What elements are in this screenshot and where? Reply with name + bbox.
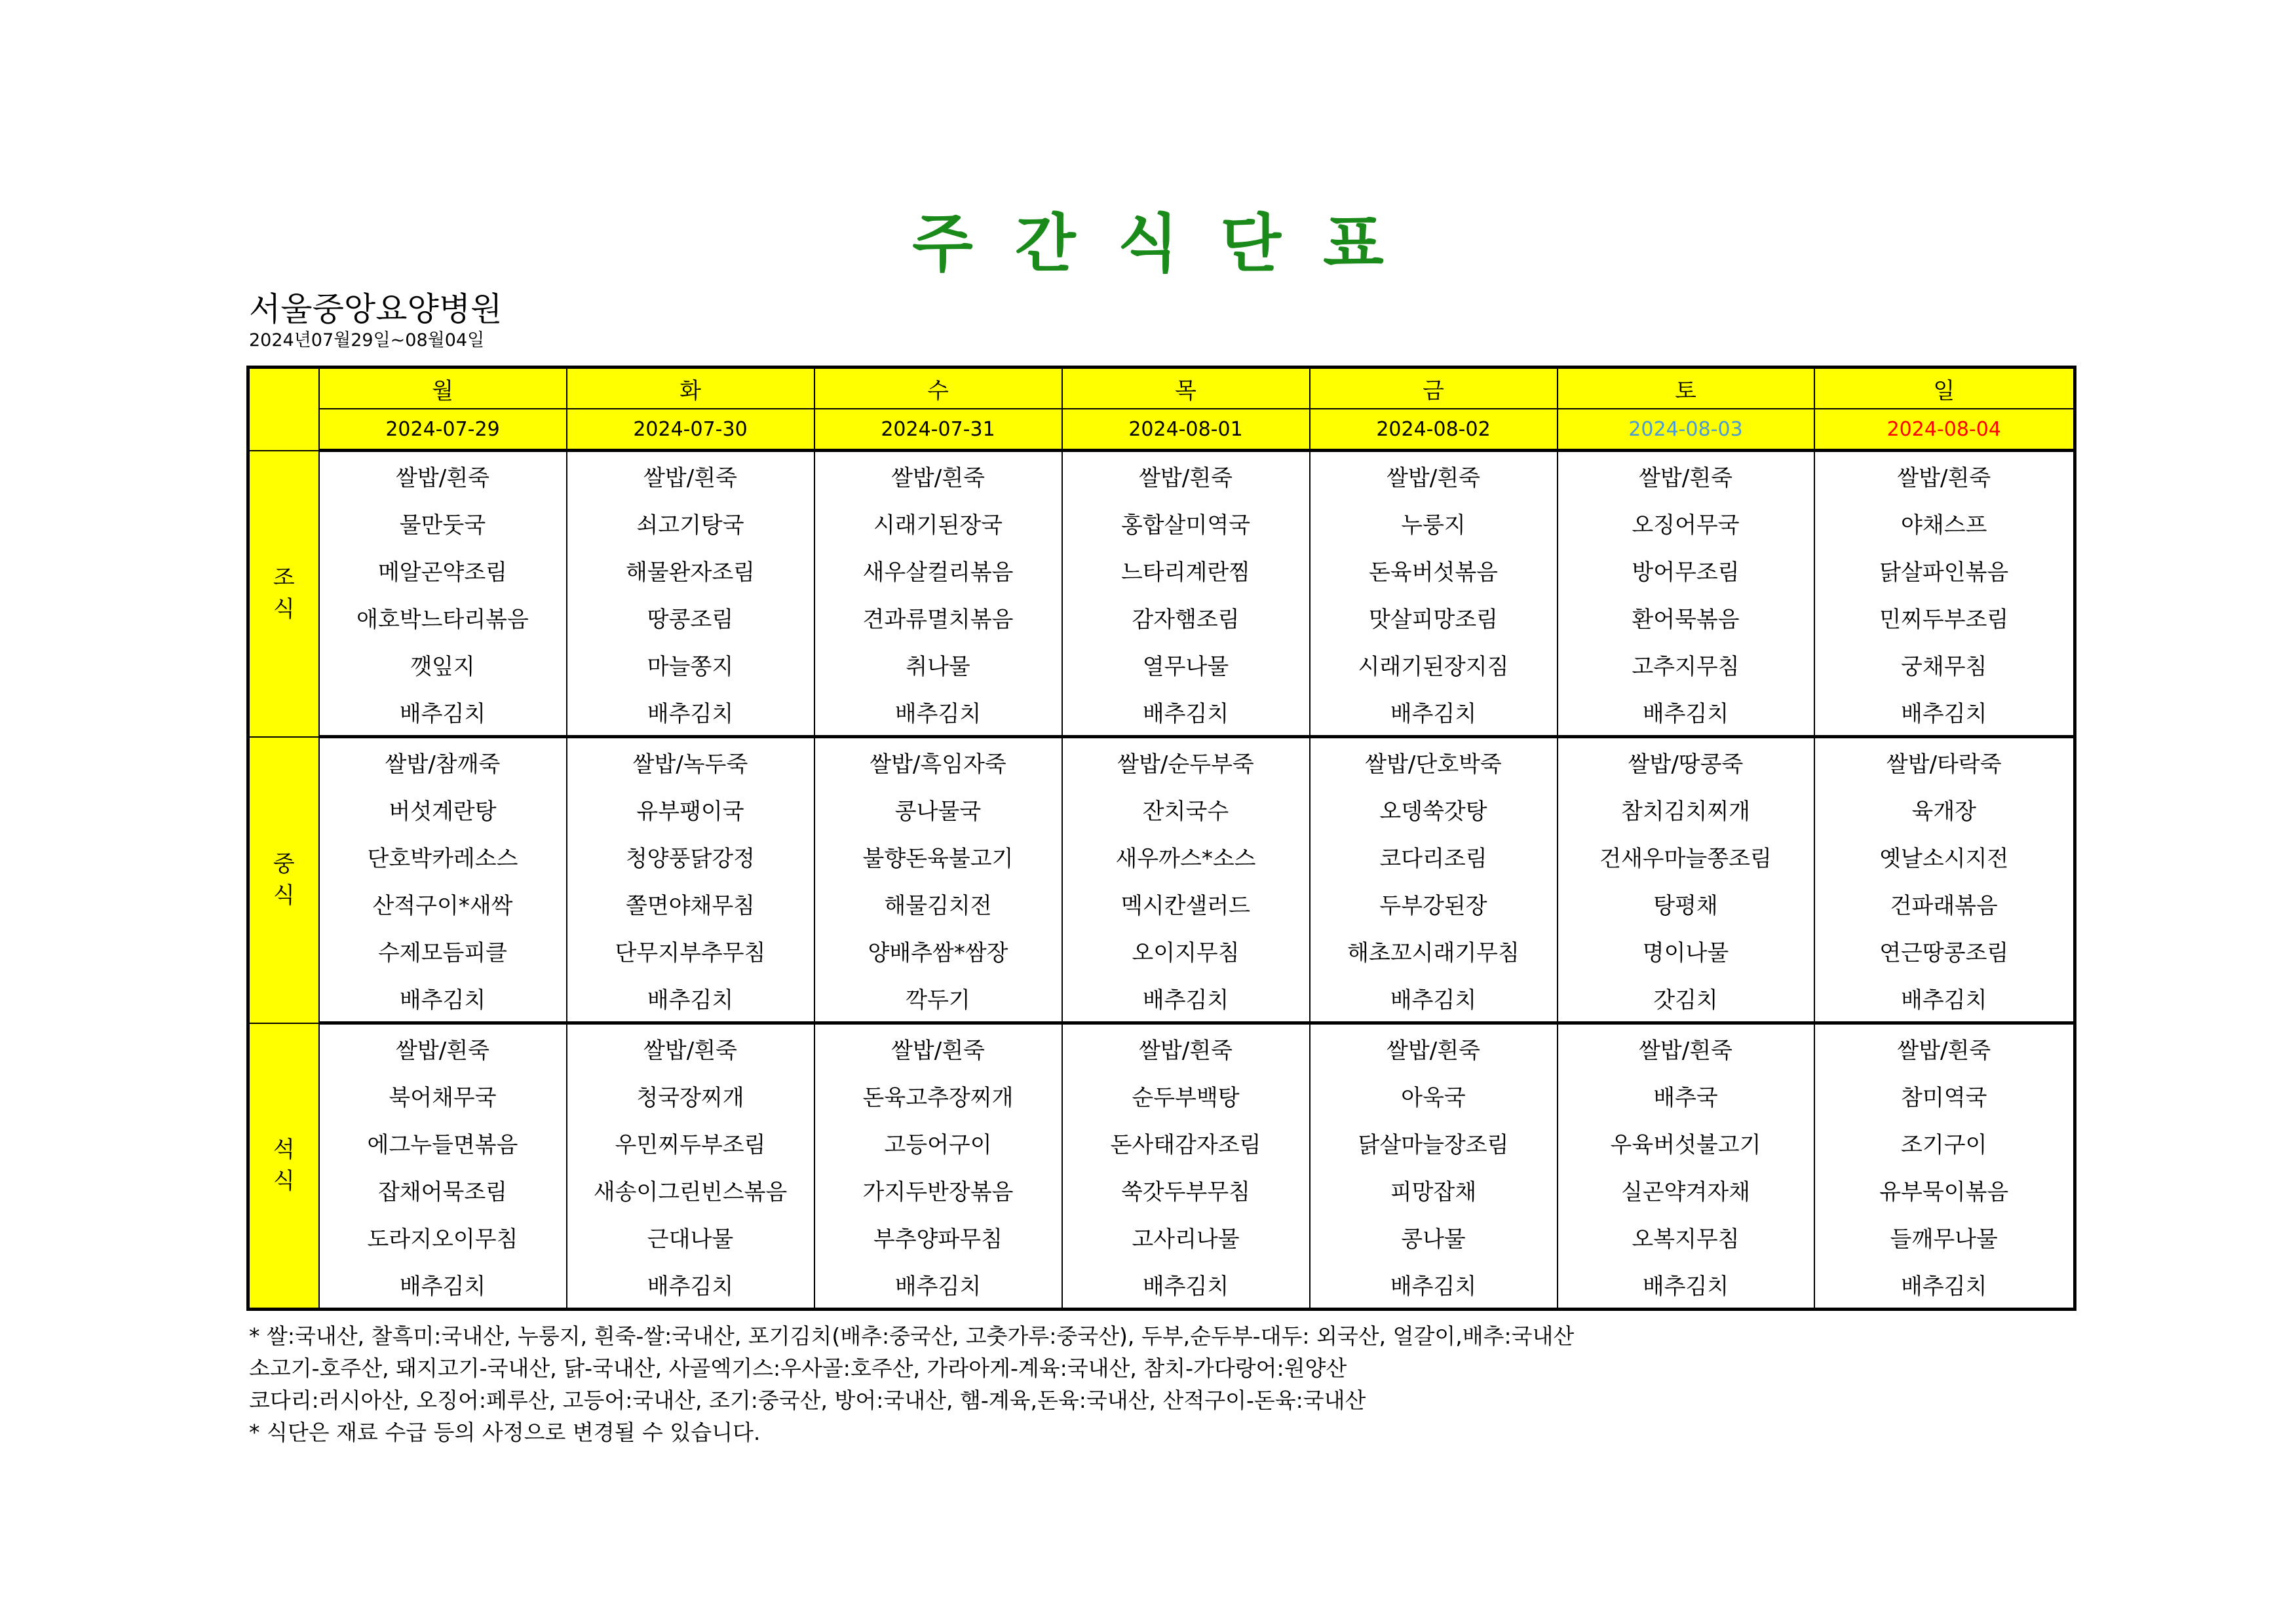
menu-item: 해물완자조림 xyxy=(567,546,814,594)
day-header: 목 xyxy=(1062,368,1310,409)
menu-item: 시래기된장지짐 xyxy=(1310,641,1558,688)
menu-item: 배추김치 xyxy=(1062,974,1310,1023)
menu-item: 피망잡채 xyxy=(1310,1166,1558,1213)
menu-item: 멕시칸샐러드 xyxy=(1062,880,1310,927)
menu-item: 땅콩조림 xyxy=(567,594,814,641)
menu-row xyxy=(248,641,2075,688)
menu-item: 조기구이 xyxy=(1814,1119,2075,1166)
menu-item: 배추김치 xyxy=(1814,974,2075,1023)
menu-item: 잔치국수 xyxy=(1062,785,1310,833)
menu-item: 양배추쌈*쌈장 xyxy=(814,927,1062,974)
day-header: 월 xyxy=(319,368,567,409)
menu-item: 돈사태감자조림 xyxy=(1062,1119,1310,1166)
menu-item: 닭살파인볶음 xyxy=(1814,546,2075,594)
menu-item: 배추김치 xyxy=(1558,688,1814,737)
origin-note: * 쌀:국내산, 찰흑미:국내산, 누룽지, 흰죽-쌀:국내산, 포기김치(배추:중국산, 고춧가루:중국산), 두부,순두부-대두: 외국산, 얼갈이,배추:국내산 xyxy=(249,1323,1575,1349)
menu-item: 쌀밥/흰죽 xyxy=(1310,451,1558,500)
menu-item: 돈육고추장찌개 xyxy=(814,1072,1062,1119)
menu-row xyxy=(248,1213,2075,1260)
menu-item: 콩나물국 xyxy=(814,785,1062,833)
menu-item: 명이나물 xyxy=(1558,927,1814,974)
menu-item: 쫄면야채무침 xyxy=(567,880,814,927)
menu-item: 쌀밥/흰죽 xyxy=(1062,1023,1310,1072)
menu-item: 참치김치찌개 xyxy=(1558,785,1814,833)
menu-row xyxy=(248,688,2075,737)
menu-item: 쌀밥/흰죽 xyxy=(1814,1023,2075,1072)
menu-row xyxy=(248,1072,2075,1119)
menu-item: 쌀밥/단호박죽 xyxy=(1310,737,1558,786)
title-char: 간 xyxy=(1014,207,1076,280)
meal-label-char: 식 xyxy=(273,596,295,622)
date-header-sunday: 2024-08-04 xyxy=(1814,409,2075,451)
menu-row xyxy=(248,499,2075,546)
menu-item: 수제모듬피클 xyxy=(319,927,567,974)
menu-item: 아욱국 xyxy=(1310,1072,1558,1119)
day-header-row xyxy=(248,368,2075,409)
menu-item: 탕평채 xyxy=(1558,880,1814,927)
menu-item: 메알곤약조림 xyxy=(319,546,567,594)
menu-item: 오징어무국 xyxy=(1558,499,1814,546)
menu-item: 오복지무침 xyxy=(1558,1213,1814,1260)
menu-item: 고등어구이 xyxy=(814,1119,1062,1166)
menu-item: 쌀밥/녹두죽 xyxy=(567,737,814,786)
menu-item: 쌀밥/흑임자죽 xyxy=(814,737,1062,786)
meal-label xyxy=(248,1023,319,1310)
menu-item: 쌀밥/흰죽 xyxy=(1814,451,2075,500)
menu-item: 물만둣국 xyxy=(319,499,567,546)
menu-item: 맛살피망조림 xyxy=(1310,594,1558,641)
menu-item: 쌀밥/흰죽 xyxy=(1558,451,1814,500)
menu-item: 유부묵이볶음 xyxy=(1814,1166,2075,1213)
menu-item: 고추지무침 xyxy=(1558,641,1814,688)
menu-item: 감자햄조림 xyxy=(1062,594,1310,641)
menu-item: 배추김치 xyxy=(1310,1260,1558,1310)
menu-item: 배추김치 xyxy=(1062,688,1310,737)
day-header: 금 xyxy=(1310,368,1558,409)
menu-item: 배추김치 xyxy=(567,688,814,737)
menu-row xyxy=(248,594,2075,641)
meal-label xyxy=(248,737,319,1023)
menu-item: 애호박느타리볶음 xyxy=(319,594,567,641)
menu-item: 깍두기 xyxy=(814,974,1062,1023)
menu-item: 누룽지 xyxy=(1310,499,1558,546)
menu-item: 새우살컬리볶음 xyxy=(814,546,1062,594)
menu-item: 도라지오이무침 xyxy=(319,1213,567,1260)
origin-note: 코다리:러시아산, 오징어:페루산, 고등어:국내산, 조기:중국산, 방어:국내산, 햄-계육,돈육:국내산, 산적구이-돈육:국내산 xyxy=(249,1388,1366,1413)
menu-item: 고사리나물 xyxy=(1062,1213,1310,1260)
menu-item: 배추국 xyxy=(1558,1072,1814,1119)
meal-label-char: 식 xyxy=(273,882,295,909)
menu-item: 쌀밥/땅콩죽 xyxy=(1558,737,1814,786)
menu-item: 단호박카레소스 xyxy=(319,833,567,880)
menu-item: 불향돈육불고기 xyxy=(814,833,1062,880)
menu-item: 참미역국 xyxy=(1814,1072,2075,1119)
menu-item: 취나물 xyxy=(814,641,1062,688)
origin-note: 소고기-호주산, 돼지고기-국내산, 닭-국내산, 사골엑기스:우사골:호주산, 가라아게-계육:국내산, 참치-가다랑어:원양산 xyxy=(249,1355,1347,1381)
meal-label xyxy=(248,451,319,737)
menu-item: 들깨무나물 xyxy=(1814,1213,2075,1260)
notes xyxy=(249,1320,1574,1448)
menu-item: 실곤약겨자채 xyxy=(1558,1166,1814,1213)
date-header-saturday: 2024-08-03 xyxy=(1558,409,1814,451)
menu-item: 에그누들면볶음 xyxy=(319,1119,567,1166)
menu-item: 배추김치 xyxy=(319,688,567,737)
menu-item: 오이지무침 xyxy=(1062,927,1310,974)
menu-row xyxy=(248,785,2075,833)
menu-item: 쌀밥/흰죽 xyxy=(567,1023,814,1072)
menu-item: 쌀밥/흰죽 xyxy=(814,1023,1062,1072)
menu-row xyxy=(248,1166,2075,1213)
menu-item: 근대나물 xyxy=(567,1213,814,1260)
menu-item: 쌀밥/흰죽 xyxy=(319,1023,567,1072)
menu-item: 연근땅콩조림 xyxy=(1814,927,2075,974)
menu-item: 산적구이*새싹 xyxy=(319,880,567,927)
menu-item: 쌀밥/참깨죽 xyxy=(319,737,567,786)
menu-row xyxy=(248,451,2075,500)
hospital-name: 서울중앙요양병원 xyxy=(249,290,503,328)
date-header: 2024-08-01 xyxy=(1062,409,1310,451)
menu-item: 배추김치 xyxy=(319,974,567,1023)
day-header: 수 xyxy=(814,368,1062,409)
menu-item: 우민찌두부조림 xyxy=(567,1119,814,1166)
meal-label-char: 식 xyxy=(273,1168,295,1195)
menu-item: 청양풍닭강정 xyxy=(567,833,814,880)
menu-item: 단무지부추무침 xyxy=(567,927,814,974)
title-char: 표 xyxy=(1323,207,1384,280)
menu-item: 홍합살미역국 xyxy=(1062,499,1310,546)
menu-item: 배추김치 xyxy=(814,688,1062,737)
menu-period: 2024년07월29일~08월04일 xyxy=(249,330,485,350)
date-header: 2024-08-02 xyxy=(1310,409,1558,451)
menu-item: 쌀밥/흰죽 xyxy=(814,451,1062,500)
meal-label-char: 조 xyxy=(273,565,295,591)
menu-row xyxy=(248,737,2075,786)
change-note: * 식단은 재료 수급 등의 사정으로 변경될 수 있습니다. xyxy=(249,1420,761,1445)
menu-row xyxy=(248,546,2075,594)
menu-item: 민찌두부조림 xyxy=(1814,594,2075,641)
menu-item: 육개장 xyxy=(1814,785,2075,833)
weekly-menu-table xyxy=(246,366,2076,1311)
title-char: 단 xyxy=(1220,207,1282,280)
menu-item: 배추김치 xyxy=(1310,688,1558,737)
menu-row xyxy=(248,927,2075,974)
menu-item: 쇠고기탕국 xyxy=(567,499,814,546)
menu-item: 콩나물 xyxy=(1310,1213,1558,1260)
menu-item: 가지두반장볶음 xyxy=(814,1166,1062,1213)
date-header: 2024-07-31 xyxy=(814,409,1062,451)
menu-item: 마늘쫑지 xyxy=(567,641,814,688)
menu-item: 갓김치 xyxy=(1558,974,1814,1023)
menu-item: 쌀밥/흰죽 xyxy=(1310,1023,1558,1072)
menu-item: 버섯계란탕 xyxy=(319,785,567,833)
menu-item: 배추김치 xyxy=(1558,1260,1814,1310)
menu-item: 배추김치 xyxy=(319,1260,567,1310)
menu-item: 옛날소시지전 xyxy=(1814,833,2075,880)
menu-item: 열무나물 xyxy=(1062,641,1310,688)
menu-item: 잡채어묵조림 xyxy=(319,1166,567,1213)
menu-item: 쌀밥/흰죽 xyxy=(319,451,567,500)
day-header: 일 xyxy=(1814,368,2075,409)
menu-item: 배추김치 xyxy=(567,1260,814,1310)
menu-item: 궁채무침 xyxy=(1814,641,2075,688)
menu-item: 순두부백탕 xyxy=(1062,1072,1310,1119)
title-char: 식 xyxy=(1117,207,1179,280)
menu-item: 우육버섯불고기 xyxy=(1558,1119,1814,1166)
menu-item: 두부강된장 xyxy=(1310,880,1558,927)
menu-item: 시래기된장국 xyxy=(814,499,1062,546)
menu-item: 부추양파무침 xyxy=(814,1213,1062,1260)
menu-item: 코다리조림 xyxy=(1310,833,1558,880)
menu-item: 쑥갓두부무침 xyxy=(1062,1166,1310,1213)
menu-item: 건파래볶음 xyxy=(1814,880,2075,927)
date-header: 2024-07-30 xyxy=(567,409,814,451)
menu-item: 돈육버섯볶음 xyxy=(1310,546,1558,594)
menu-item: 방어무조림 xyxy=(1558,546,1814,594)
menu-item: 쌀밥/타락죽 xyxy=(1814,737,2075,786)
menu-item: 쌀밥/흰죽 xyxy=(567,451,814,500)
menu-item: 배추김치 xyxy=(1062,1260,1310,1310)
menu-item: 청국장찌개 xyxy=(567,1072,814,1119)
title-char: 주 xyxy=(912,207,973,280)
menu-row xyxy=(248,880,2075,927)
menu-item: 닭살마늘장조림 xyxy=(1310,1119,1558,1166)
page-title xyxy=(0,194,2296,284)
header-corner xyxy=(248,368,319,451)
menu-item: 쌀밥/흰죽 xyxy=(1558,1023,1814,1072)
menu-item: 쌀밥/순두부죽 xyxy=(1062,737,1310,786)
menu-item: 새우까스*소스 xyxy=(1062,833,1310,880)
menu-item: 배추김치 xyxy=(567,974,814,1023)
menu-item: 배추김치 xyxy=(1814,688,2075,737)
date-header-row xyxy=(248,409,2075,451)
menu-item: 해초꼬시래기무침 xyxy=(1310,927,1558,974)
menu-item: 배추김치 xyxy=(1814,1260,2075,1310)
menu-row xyxy=(248,1119,2075,1166)
menu-item: 느타리계란찜 xyxy=(1062,546,1310,594)
menu-item: 견과류멸치볶음 xyxy=(814,594,1062,641)
menu-item: 야채스프 xyxy=(1814,499,2075,546)
menu-item: 배추김치 xyxy=(814,1260,1062,1310)
menu-item: 건새우마늘쫑조림 xyxy=(1558,833,1814,880)
menu-item: 환어묵볶음 xyxy=(1558,594,1814,641)
day-header: 화 xyxy=(567,368,814,409)
menu-row xyxy=(248,974,2075,1023)
date-header: 2024-07-29 xyxy=(319,409,567,451)
menu-item: 새송이그린빈스볶음 xyxy=(567,1166,814,1213)
menu-item: 깻잎지 xyxy=(319,641,567,688)
menu-row xyxy=(248,833,2075,880)
meal-label-char: 중 xyxy=(273,851,295,877)
day-header: 토 xyxy=(1558,368,1814,409)
meal-label-char: 석 xyxy=(273,1137,295,1163)
menu-item: 배추김치 xyxy=(1310,974,1558,1023)
menu-item: 해물김치전 xyxy=(814,880,1062,927)
menu-item: 북어채무국 xyxy=(319,1072,567,1119)
menu-row xyxy=(248,1260,2075,1310)
menu-item: 쌀밥/흰죽 xyxy=(1062,451,1310,500)
menu-item: 오뎅쑥갓탕 xyxy=(1310,785,1558,833)
menu-item: 유부팽이국 xyxy=(567,785,814,833)
menu-row xyxy=(248,1023,2075,1072)
